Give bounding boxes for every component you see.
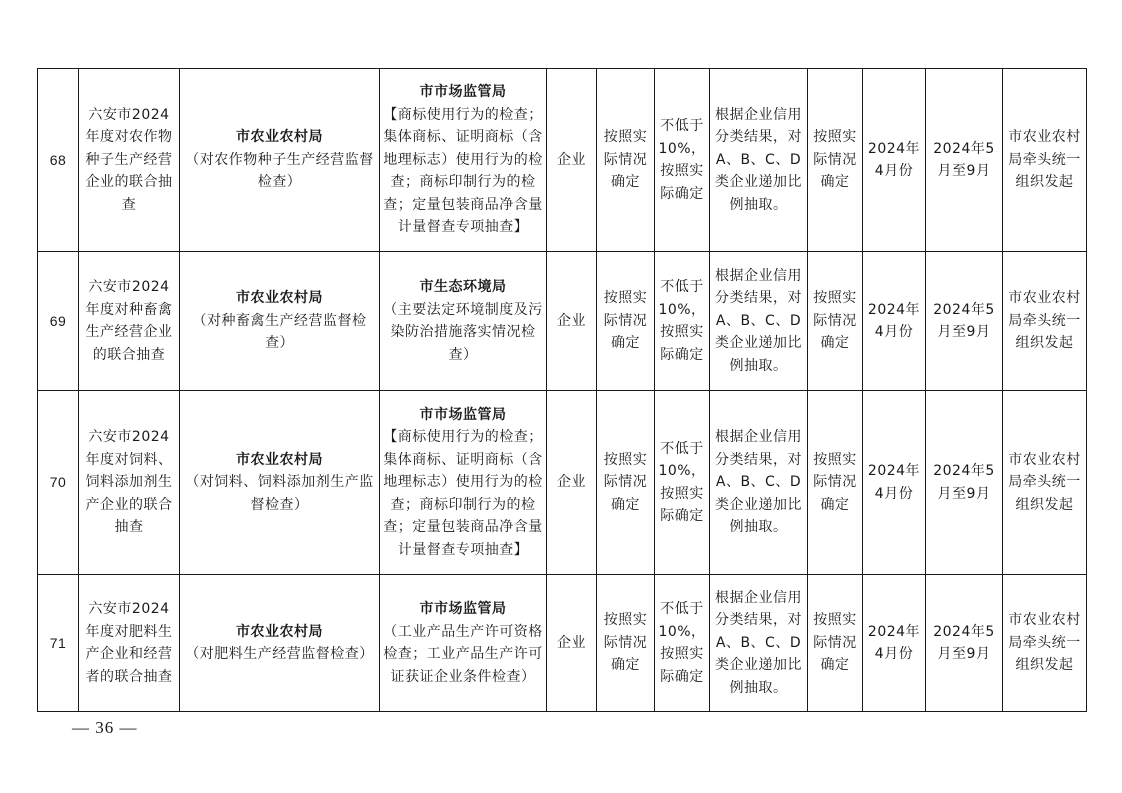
row-number: 68 <box>38 69 79 252</box>
page-number: — 36 — <box>72 718 138 737</box>
sampling-ratio: 不低于10%，按照实际确定 <box>655 391 710 575</box>
inspection-frequency: 按照实际情况确定 <box>808 252 863 391</box>
inspection-frequency: 按照实际情况确定 <box>808 391 863 575</box>
table-row <box>38 252 1087 391</box>
partner-department: 市生态环境局 <box>419 279 507 295</box>
lead-department-cell <box>180 252 380 391</box>
inspection-object: 企业 <box>547 252 597 391</box>
table-row <box>38 391 1087 575</box>
lead-description: （对肥料生产经营监督检查） <box>185 646 374 662</box>
lead-department-cell <box>180 69 380 252</box>
inspection-period: 2024年5月至9月 <box>926 252 1003 391</box>
lead-description: （对农作物种子生产经营监督检查） <box>185 151 374 191</box>
lead-description: （对种畜禽生产经营监督检查） <box>192 312 367 352</box>
partner-department: 市市场监管局 <box>419 406 507 423</box>
inspection-scope: 按照实际情况确定 <box>597 252 655 391</box>
inspection-table <box>37 68 1087 712</box>
lead-department-cell <box>180 391 380 575</box>
row-number: 70 <box>38 391 79 575</box>
inspection-object: 企业 <box>547 575 597 712</box>
start-time: 2024年4月份 <box>863 69 926 252</box>
lead-department: 市农业农村局 <box>236 623 323 640</box>
start-time: 2024年4月份 <box>863 391 926 575</box>
remark: 市农业农村局牵头统一组织发起 <box>1003 252 1087 391</box>
lead-department: 市农业农村局 <box>236 290 323 307</box>
sampling-method: 根据企业信用分类结果，对A、B、C、D类企业递加比例抽取。 <box>710 252 808 391</box>
partner-department-cell <box>380 69 547 252</box>
inspection-scope: 按照实际情况确定 <box>597 69 655 252</box>
task-name: 六安市2024年度对饲料、饲料添加剂生产企业的联合抽查 <box>79 391 180 575</box>
inspection-period: 2024年5月至9月 <box>926 69 1003 252</box>
table-row <box>38 69 1087 252</box>
start-time: 2024年4月份 <box>863 575 926 712</box>
remark: 市农业农村局牵头统一组织发起 <box>1003 69 1087 252</box>
sampling-method: 根据企业信用分类结果，对A、B、C、D类企业递加比例抽取。 <box>710 575 808 712</box>
inspection-object: 企业 <box>547 69 597 252</box>
remark: 市农业农村局牵头统一组织发起 <box>1003 391 1087 575</box>
sampling-method: 根据企业信用分类结果，对A、B、C、D类企业递加比例抽取。 <box>710 69 808 252</box>
inspection-scope: 按照实际情况确定 <box>597 575 655 712</box>
inspection-frequency: 按照实际情况确定 <box>808 575 863 712</box>
sampling-method: 根据企业信用分类结果，对A、B、C、D类企业递加比例抽取。 <box>710 391 808 575</box>
inspection-object: 企业 <box>547 391 597 575</box>
partner-description: （主要法定环境制度及污染防治措施落实情况检查） <box>383 301 543 363</box>
partner-department-cell <box>380 575 547 712</box>
lead-department: 市农业农村局 <box>236 451 323 468</box>
partner-description: （工业产品生产许可资格检查；工业产品生产许可证获证企业条件检查） <box>383 623 543 685</box>
lead-department-cell <box>180 575 380 712</box>
inspection-period: 2024年5月至9月 <box>926 391 1003 575</box>
inspection-period: 2024年5月至9月 <box>926 575 1003 712</box>
inspection-frequency: 按照实际情况确定 <box>808 69 863 252</box>
sampling-ratio: 不低于10%，按照实际确定 <box>655 69 710 252</box>
sampling-ratio: 不低于10%，按照实际确定 <box>655 575 710 712</box>
remark: 市农业农村局牵头统一组织发起 <box>1003 575 1087 712</box>
partner-description: 【商标使用行为的检查；集体商标、证明商标（含地理标志）使用行为的检查；商标印制行为的检查；定量包装商品净含量计量督查专项抽查】 <box>383 429 543 558</box>
partner-department-cell <box>380 252 547 391</box>
start-time: 2024年4月份 <box>863 252 926 391</box>
row-number: 71 <box>38 575 79 712</box>
row-number: 69 <box>38 252 79 391</box>
lead-department: 市农业农村局 <box>236 129 323 146</box>
partner-department: 市市场监管局 <box>419 601 507 617</box>
task-name: 六安市2024年度对肥料生产企业和经营者的联合抽查 <box>79 575 180 712</box>
partner-department: 市市场监管局 <box>419 84 507 101</box>
lead-description: （对饲料、饲料添加剂生产监督检查） <box>185 474 374 513</box>
partner-description: 【商标使用行为的检查；集体商标、证明商标（含地理标志）使用行为的检查；商标印制行为的检查；定量包装商品净含量计量督查专项抽查】 <box>383 106 543 236</box>
inspection-scope: 按照实际情况确定 <box>597 391 655 575</box>
table-row <box>38 575 1087 712</box>
partner-department-cell <box>380 391 547 575</box>
task-name: 六安市2024年度对种畜禽生产经营企业的联合抽查 <box>79 252 180 391</box>
sampling-ratio: 不低于10%，按照实际确定 <box>655 252 710 391</box>
task-name: 六安市2024年度对农作物种子生产经营企业的联合抽查 <box>79 69 180 252</box>
